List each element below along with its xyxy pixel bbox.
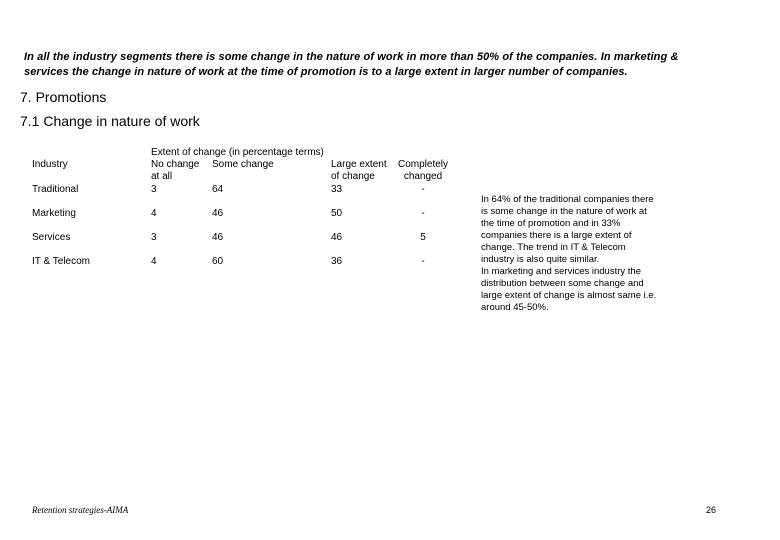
col-no-change-header: No change at all	[151, 159, 200, 182]
col-large-extent-header: Large extent of change	[331, 159, 387, 182]
section-heading: 7. Promotions	[20, 89, 107, 105]
table-cell-some-change: 46	[212, 208, 224, 219]
subsection-heading: 7.1 Change in nature of work	[20, 113, 200, 129]
table-cell-no-change: 4	[151, 256, 157, 267]
table-row-industry: Services	[32, 232, 71, 243]
table-cell-completely: 5	[420, 232, 426, 243]
col-some-change-header: Some change	[212, 159, 274, 170]
table-cell-large-extent: 33	[331, 184, 343, 195]
table-cell-no-change: 4	[151, 208, 157, 219]
page-number: 26	[705, 505, 716, 515]
table-cell-completely: -	[421, 256, 425, 267]
col-completely-header: Completely changed	[397, 159, 449, 182]
industry-header: Industry	[32, 159, 68, 170]
table-cell-large-extent: 36	[331, 256, 343, 267]
table-row-industry: Marketing	[32, 208, 76, 219]
intro-paragraph: In all the industry segments there is some change in the nature of work in more than 50% of the companies. In marketing & services the change in nature of work at the time of promotion is to a large extent in larger number of companies.	[24, 51, 679, 78]
table-row-industry: IT & Telecom	[32, 256, 90, 267]
table-cell-large-extent: 46	[331, 232, 343, 243]
table-cell-some-change: 46	[212, 232, 224, 243]
table-cell-completely: -	[421, 208, 425, 219]
extent-header: Extent of change (in percentage terms)	[151, 147, 324, 158]
table-cell-no-change: 3	[151, 184, 157, 195]
table-cell-some-change: 64	[212, 184, 224, 195]
table-cell-no-change: 3	[151, 232, 157, 243]
footer-title: Retention strategies-AIMA	[32, 505, 129, 515]
table-cell-some-change: 60	[212, 256, 224, 267]
table-cell-large-extent: 50	[331, 208, 343, 219]
table-row-industry: Traditional	[32, 184, 79, 195]
commentary-note: In 64% of the traditional companies there is some change in the nature of work at the time of promotion and in 33% companies there is a large extent of change. The trend in IT & Telecom industry is also quite similar. In marketing and services industry the distribution between some change and large extent of change is almost same i.e. around 45-50%.	[481, 194, 657, 313]
table-cell-completely: -	[421, 184, 425, 195]
